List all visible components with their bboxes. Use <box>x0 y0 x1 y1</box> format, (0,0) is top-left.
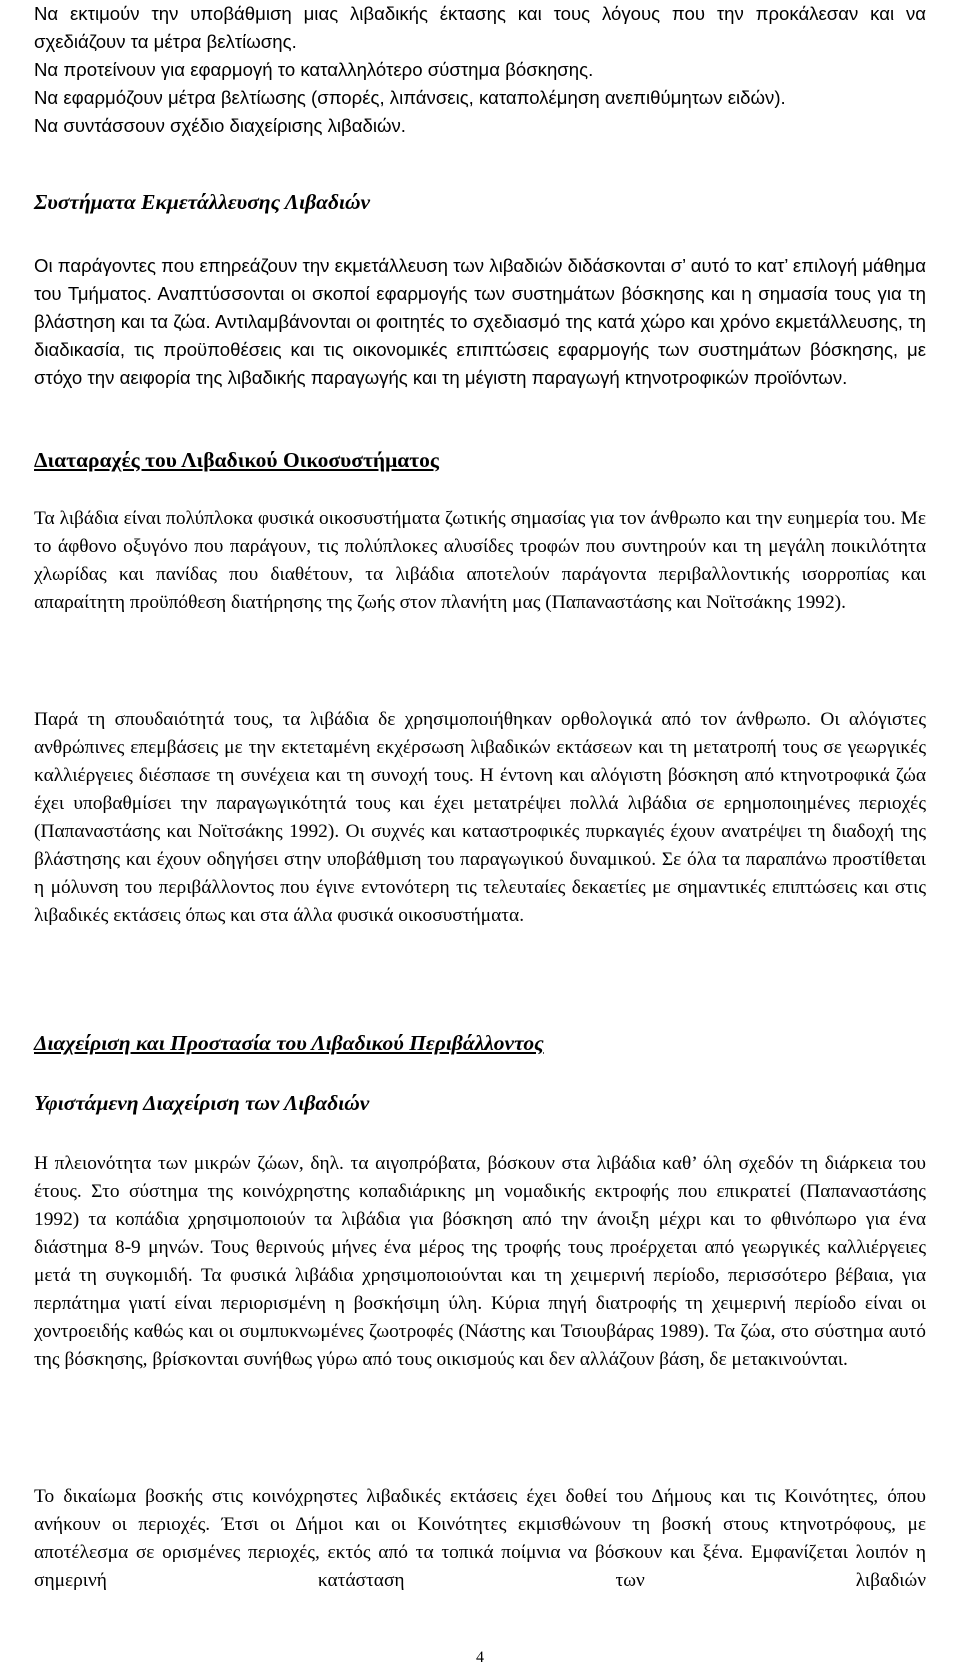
section-heading-grazing-systems: Συστήματα Εκμετάλλευσης Λιβαδιών <box>34 190 371 214</box>
paragraph-disturbances-1: Τα λιβάδια είναι πολύπλοκα φυσικά οικοσυστήματα ζωτικής σημασίας για τον άνθρωπο και την ευημερία του. Με το άφθονο οξυγόνο που παράγουν, τις πολύπλοκες αλυσίδες τροφών που συντηρούν και τη μεγάλη ποικιλότητα χλωρίδας και πανίδας που διαθέτουν, τα λιβάδια αποτελούν παράγοντα περιβαλλοντικής ισορροπίας και απαραίτητη προϋπόθεση διατήρησης της ζωής στον πλανήτη μας (Παπαναστάσης και Νοϊτσάκης 1992). <box>34 508 926 613</box>
objective-item: Να προτείνουν για εφαρμογή το καταλληλότερο σύστημα βόσκησης. <box>34 59 594 80</box>
paragraph-management-1: Η πλειονότητα των μικρών ζώων, δηλ. τα αιγοπρόβατα, βόσκουν στα λιβάδια καθ’ όλη σχεδόν τη διάρκεια του έτους. Στο σύστημα της κοινόχρηστης κοπαδιάρικης μη νομαδικής εκτροφής που επικρατεί (Παπαναστάσης 1992) τα κοπάδια χρησιμοποιούν τα λιβάδια για βόσκηση από την άνοιξη μέχρι και το φθινόπωρο για ένα διάστημα 8-9 μηνών. Τους θερινούς μήνες ένα μέρος της τροφής τους προέρχεται από γεωργικές καλλιέργειες μετά τη συγκομιδή. Τα φυσικά λιβάδια χρησιμοποιούνται και τη χειμερινή περίοδο, περισσότερο βέβαια, για περπάτημα γιατί είναι περιορισμένη η βοσκήσιμη ύλη. Κύρια πηγή διατροφής τη χειμερινή περίοδο είναι οι χοντροειδής καθώς και οι συμπυκνωμένες ζωοτροφές (Νάστης και Τσιουβάρας 1989). Τα ζώα, στο σύστημα αυτό της βόσκησης, βρίσκονται συνήθως γύρω από τους οικισμούς και δεν αλλάζουν βάση, δε μετακινούνται. <box>34 1153 926 1370</box>
section-heading-disturbances: Διαταραχές του Λιβαδικού Οικοσυστήματος <box>34 448 440 472</box>
objectives-list <box>34 0 926 140</box>
objective-item: Να εκτιμούν την υποβάθμιση μιας λιβαδικής έκτασης και τους λόγους που την προκάλεσαν και να σχεδιάζουν τα μέτρα βελτίωσης. <box>34 3 926 52</box>
paragraph-grazing-systems: Οι παράγοντες που επηρεάζουν την εκμετάλλευση των λιβαδιών διδάσκονται σ’ αυτό το κατ’ επιλογή μάθημα του Τμήματος. Αναπτύσσονται οι σκοποί εφαρμογής των συστημάτων βόσκησης και η σημασία τους για τη βλάστηση και τα ζώα. Αντιλαμβάνονται οι φοιτητές το σχεδιασμό της κατά χώρο και χρόνο εκμετάλλευσης, τη διαδικασία, τις προϋποθέσεις και τις οικονομικές επιπτώσεις εφαρμογής των συστημάτων βόσκησης, με στόχο την αειφορία της λιβαδικής παραγωγής και τη μέγιστη παραγωγή κτηνοτροφικών προϊόντων. <box>34 255 926 388</box>
page-number: 4 <box>476 1649 484 1666</box>
section-heading-management: Διαχείριση και Προστασία του Λιβαδικού Περιβάλλοντος <box>34 1031 544 1055</box>
objective-item: Να εφαρμόζουν μέτρα βελτίωσης (σπορές, λιπάνσεις, καταπολέμηση ανεπιθύμητων ειδών). <box>34 87 786 108</box>
paragraph-disturbances-2: Παρά τη σπουδαιότητά τους, τα λιβάδια δε χρησιμοποιήθηκαν ορθολογικά από τον άνθρωπο. Οι αλόγιστες ανθρώπινες επεμβάσεις με την εκτεταμένη εκχέρσωση λιβαδικών εκτάσεων και τη μετατροπή τους σε γεωργικές καλλιέργειες διέσπασε τη συνέχεια και τη συνοχή τους. Η έντονη και αλόγιστη βόσκηση από κτηνοτροφικά ζώα έχει υποβαθμίσει την παραγωγικότητά τους και έχει μετατρέψει πολλά λιβάδια σε ερημοποιημένες περιοχές (Παπαναστάσης και Νοϊτσάκης 1992). Οι συχνές και καταστροφικές πυρκαγιές έχουν ανατρέψει τη διαδοχή της βλάστησης και έχουν οδηγήσει στην υποβάθμιση του παραγωγικού δυναμικού. Σε όλα τα παραπάνω προστίθεται η μόλυνση του περιβάλλοντος που έγινε εντονότερη τις τελευταίες δεκαετίες με σημαντικές επιπτώσεις και στις λιβαδικές εκτάσεις όπως και στα άλλα φυσικά οικοσυστήματα. <box>34 709 926 926</box>
paragraph-management-2: Το δικαίωμα βοσκής στις κοινόχρηστες λιβαδικές εκτάσεις έχει δοθεί του Δήμους και τις Κοινότητες, όπου ανήκουν οι περιοχές. Έτσι οι Δήμοι και οι Κοινότητες εκμισθώνουν τη βοσκή στους κτηνοτρόφους, με αποτέλεσμα σε ορισμένες περιοχές, εκτός από τα τοπικά ποίμνια να βόσκουν και ξένα. Εμφανίζεται λοιπόν η σημερινή κατάσταση των λιβαδιών <box>34 1486 926 1591</box>
subsection-heading-current-management: Υφιστάμενη Διαχείριση των Λιβαδιών <box>34 1091 370 1115</box>
objective-item: Να συντάσσουν σχέδιο διαχείρισης λιβαδιών. <box>34 115 406 136</box>
